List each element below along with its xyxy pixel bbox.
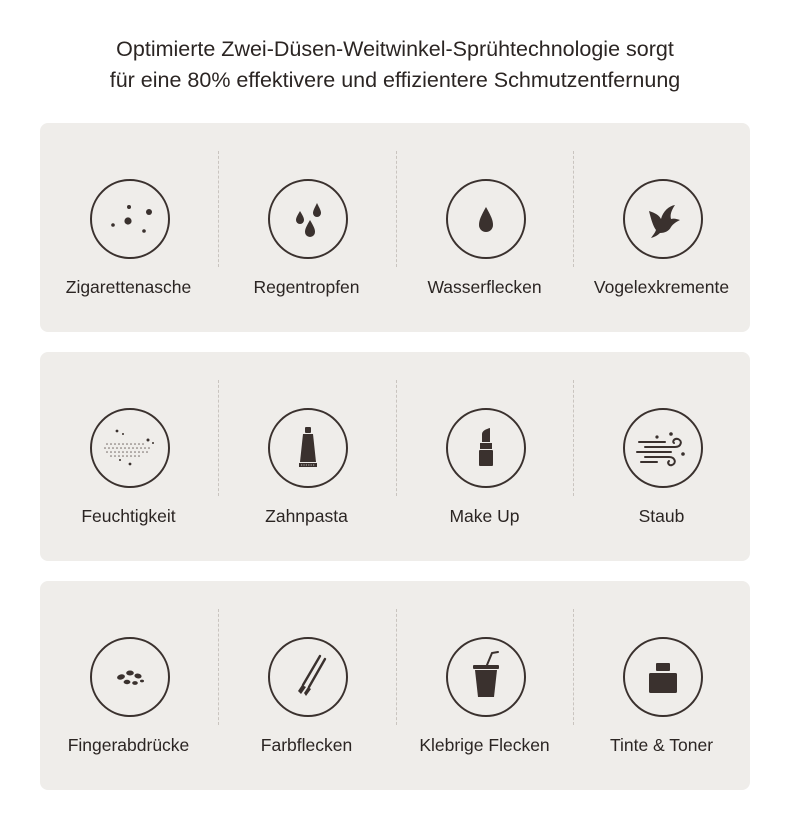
- headline-line-2: für eine 80% effektivere und effizientere Schmutzentfernung: [109, 68, 681, 92]
- stain-item-water-stains: [396, 123, 573, 332]
- stain-label: Fingerabdrücke: [67, 735, 190, 755]
- fingerprint-smudge-icon: [90, 637, 170, 717]
- ink-bottle-icon: [623, 637, 703, 717]
- stain-item-humidity: [40, 352, 217, 561]
- stain-label: Regentropfen: [253, 277, 360, 297]
- stain-item-makeup: [396, 352, 573, 561]
- stain-label: Make Up: [449, 506, 520, 526]
- stain-item-raindrops: [218, 123, 395, 332]
- humidity-dots-icon: [90, 408, 170, 488]
- headline-line-1: Optimierte Zwei-Düsen-Weitwinkel-Sprühtechnologie sorgt: [116, 37, 674, 61]
- lipstick-icon: [446, 408, 526, 488]
- raindrops-icon: [268, 179, 348, 259]
- stain-label: Zahnpasta: [265, 506, 348, 526]
- ash-dots-icon: [90, 179, 170, 259]
- stain-item-fingerprints: [40, 581, 217, 790]
- stain-label: Klebrige Flecken: [419, 735, 550, 755]
- stain-panel-row-2: [40, 352, 750, 561]
- stain-panel-row-1: [40, 123, 750, 332]
- stain-item-cigarette-ash: [40, 123, 217, 332]
- stain-item-toothpaste: [218, 352, 395, 561]
- stain-item-paint-stains: [218, 581, 395, 790]
- toothpaste-tube-icon: [268, 408, 348, 488]
- stain-panel-row-3: [40, 581, 750, 790]
- stain-item-sticky-stains: [396, 581, 573, 790]
- stain-label: Zigarettenasche: [65, 277, 192, 297]
- stain-label: Tinte & Toner: [609, 735, 714, 755]
- stain-label: Wasserflecken: [427, 277, 542, 297]
- paintbrushes-icon: [268, 637, 348, 717]
- water-drop-icon: [446, 179, 526, 259]
- headline: [0, 34, 790, 96]
- stain-label: Feuchtigkeit: [81, 506, 176, 526]
- wind-dust-icon: [623, 408, 703, 488]
- bird-icon: [623, 179, 703, 259]
- stain-item-dust: [573, 352, 750, 561]
- stain-label: Staub: [638, 506, 685, 526]
- stain-label: Vogelexkremente: [593, 277, 730, 297]
- stain-item-ink-toner: [573, 581, 750, 790]
- drink-cup-icon: [446, 637, 526, 717]
- stain-label: Farbflecken: [260, 735, 353, 755]
- stain-item-bird-droppings: [573, 123, 750, 332]
